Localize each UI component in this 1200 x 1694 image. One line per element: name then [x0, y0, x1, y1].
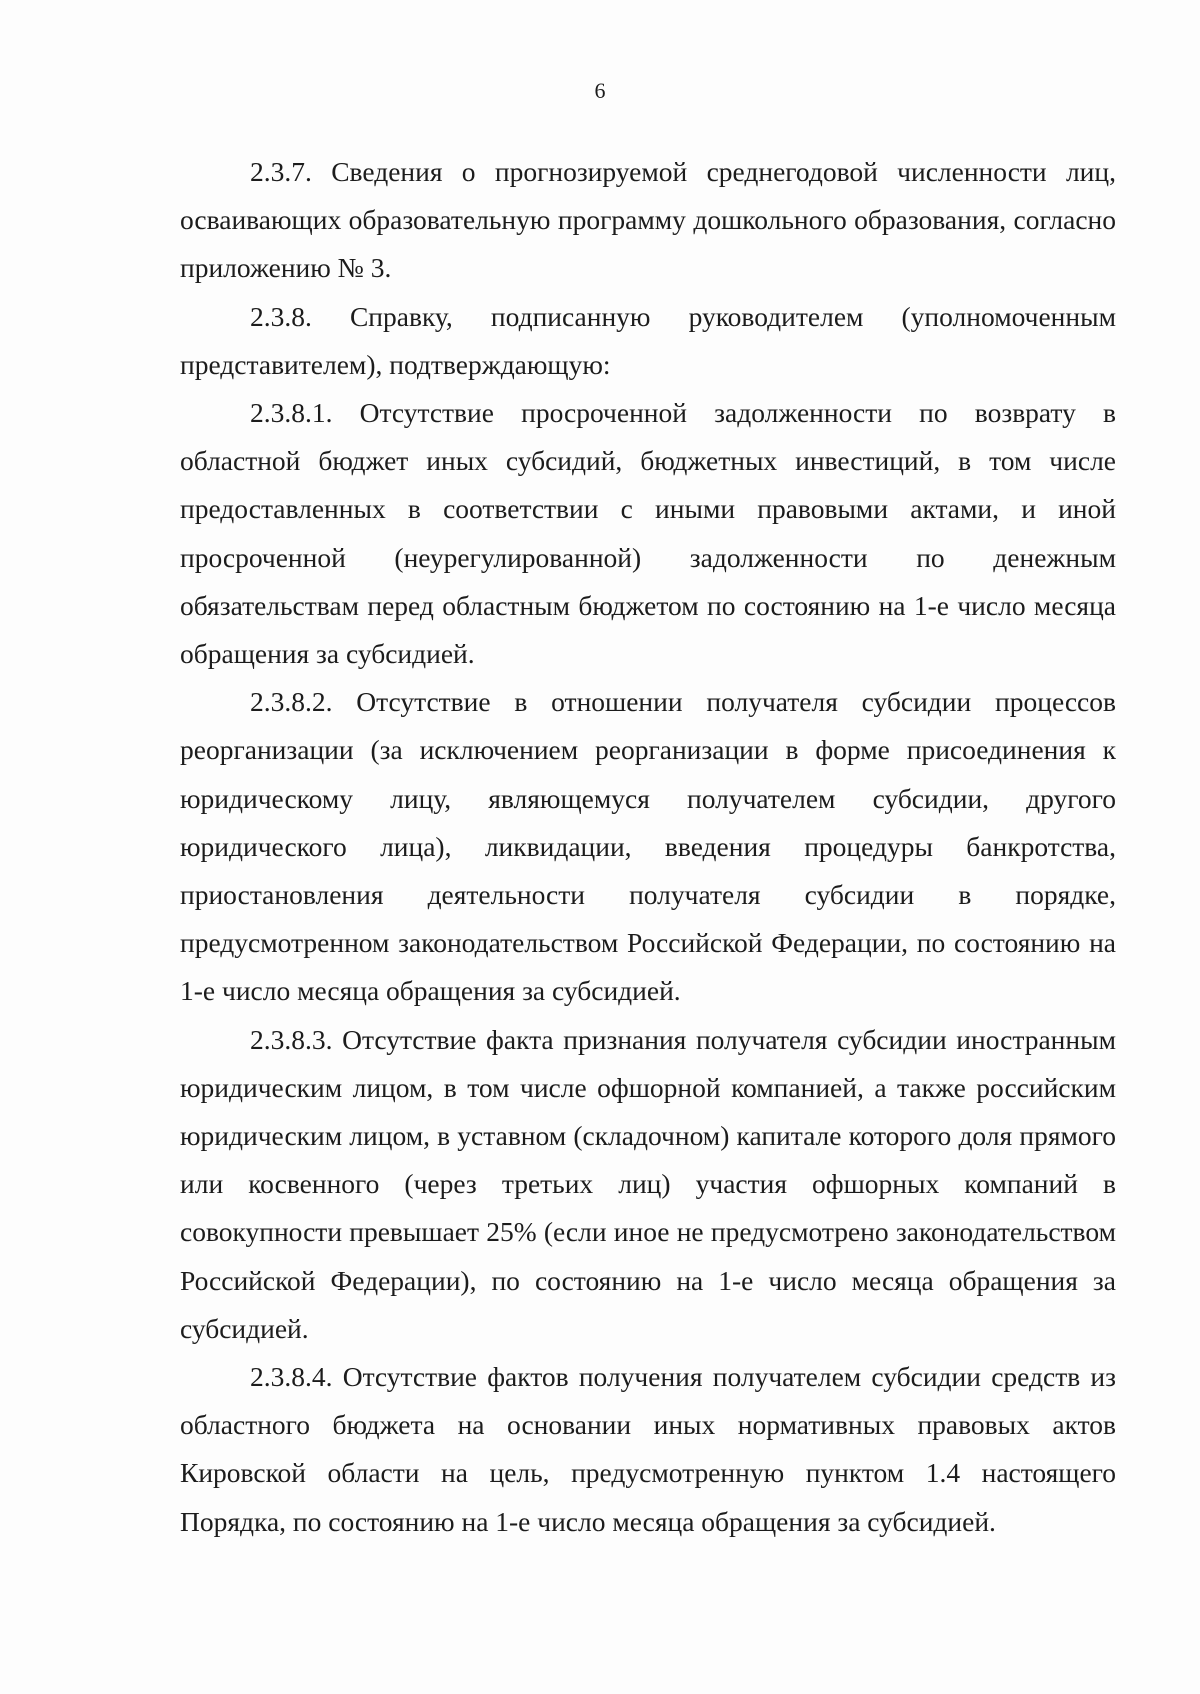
paragraph-2-3-8: 2.3.8. Справку, подписанную руководителем (уполномоченным представителем), подтверждающую:: [180, 300, 1116, 380]
paragraph-2-3-8-3: 2.3.8.3. Отсутствие факта признания получателя субсидии иностранным юридическим лицом, в том числе офшорной компанией, а также российским юридическим лицом, в уставном (складочном) капитале которого доля прямого или косвенного (через третьих лиц) участия офшорных компаний в совокупности превышает 25% (если иное не предусмотрено законодательством Российской Федерации), по состоянию на 1-е число месяца обращения за субсидией.: [180, 1023, 1116, 1344]
paragraph-2-3-7: 2.3.7. Сведения о прогнозируемой среднегодовой численности лиц, осваивающих образовательную программу дошкольного образования, согласно приложению № 3.: [180, 156, 1116, 284]
paragraph-2-3-8-4: 2.3.8.4. Отсутствие фактов получения получателем субсидии средств из областного бюджета на основании иных нормативных правовых актов Кировской области на цель, предусмотренную пунктом 1.4 настоящего Порядка, по состоянию на 1-е число месяца обращения за субсидией.: [180, 1361, 1116, 1537]
page-number: 6: [594, 78, 606, 103]
paragraph-2-3-8-1: 2.3.8.1. Отсутствие просроченной задолженности по возврату в областной бюджет иных субсидий, бюджетных инвестиций, в том числе предоставленных в соответствии с иными правовыми актами, и иной просроченной (неурегулированной) задолженности по денежным обязательствам перед областным бюджетом по состоянию на 1-е число месяца обращения за субсидией.: [180, 397, 1116, 670]
paragraph-2-3-8-2: 2.3.8.2. Отсутствие в отношении получателя субсидии процессов реорганизации (за исключением реорганизации в форме присоединения к юридическому лицу, являющемуся получателем субсидии, другого юридического лица), ликвидации, введения процедуры банкротства, приостановления деятельности получателя субсидии в порядке, предусмотренном законодательством Российской Федерации, по состоянию на 1-е число месяца обращения за субсидией.: [180, 686, 1116, 1007]
document-body: [180, 148, 1116, 1546]
